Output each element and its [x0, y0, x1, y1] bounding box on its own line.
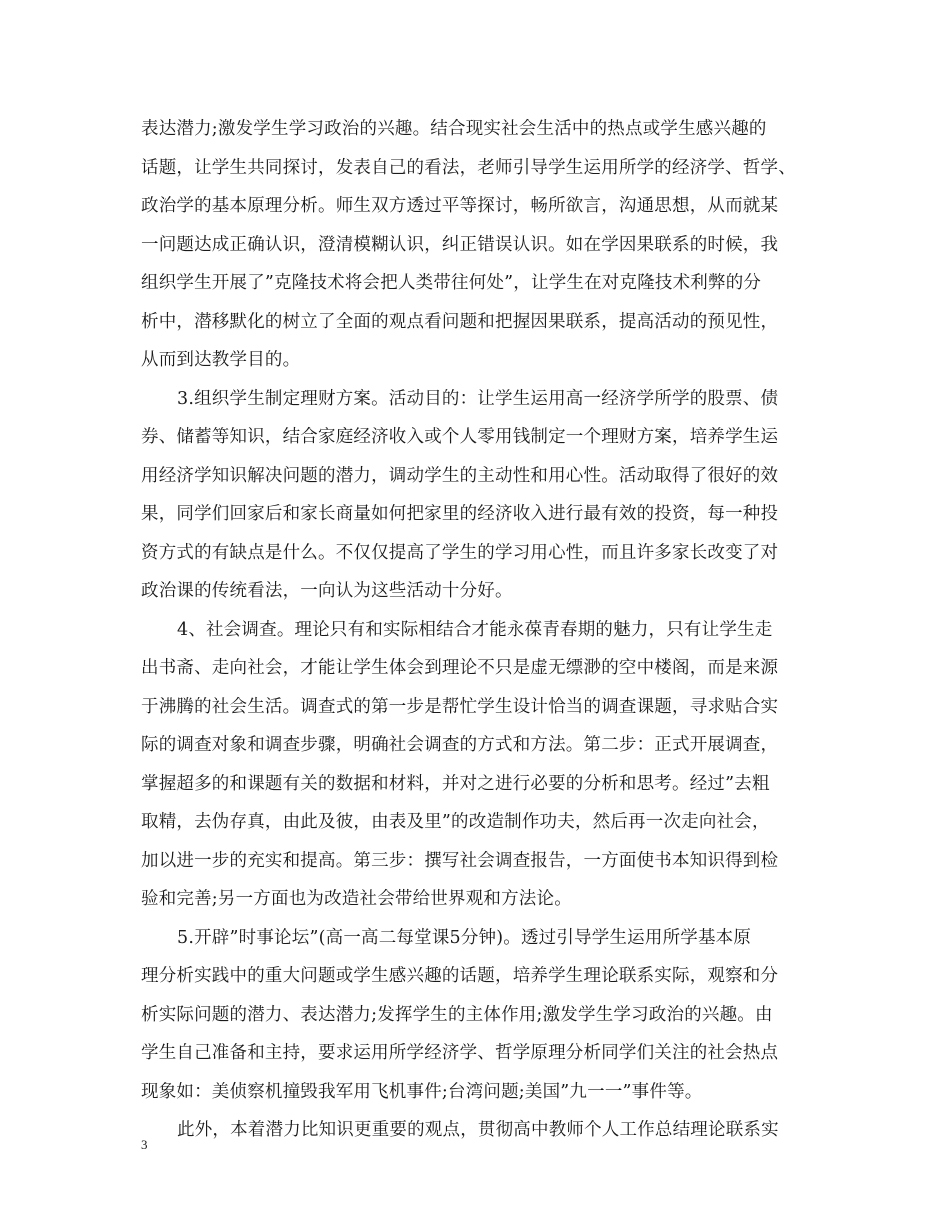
text-line: 3.组织学生制定理财方案。活动目的：让学生运用高一经济学所学的股票、债 — [177, 388, 779, 409]
body-text — [141, 110, 821, 1150]
text-line: 此外，本着潜力比知识更重要的观点，贯彻高中教师个人工作总结理论联系实 — [177, 1120, 779, 1140]
text-line: 5.开辟”时事论坛”(高一高二每堂课5分钟)。透过引导学生运用所学基本原 — [177, 927, 752, 948]
text-line: 表达潜力;激发学生学习政治的兴趣。结合现实社会生活中的热点或学生感兴趣的 — [141, 119, 767, 139]
text-line: 券、储蓄等知识，结合家庭经济收入或个人零用钱制定一个理财方案，培养学生运 — [141, 427, 779, 447]
text-line: 掌握超多的和课题有关的数据和材料，并对之进行必要的分析和思考。经过”去粗 — [141, 773, 770, 794]
text-line: 出书斋、走向社会，才能让学生体会到理论不只是虚无缥渺的空中楼阁，而是来源 — [141, 658, 779, 678]
text-line: 果，同学们回家后和家长商量如何把家里的经济收入进行最有效的投资，每一种投 — [141, 504, 779, 524]
text-line: 析实际问题的潜力、表达潜力;发挥学生的主体作用;激发学生学习政治的兴趣。由 — [141, 1004, 773, 1025]
text-line: 组织学生开展了”克隆技术将会把人类带往何处”，让学生在对克隆技术利弊的分 — [141, 273, 762, 293]
page-number: 3 — [141, 1137, 148, 1152]
text-line: 现象如：美侦察机撞毁我军用飞机事件;台湾问题;美国”九一一”事件等。 — [141, 1081, 703, 1102]
text-line: 验和完善;另一方面也为改造社会带给世界观和方法论。 — [141, 889, 572, 909]
text-line: 用经济学知识解决问题的潜力，调动学生的主动性和用心性。活动取得了很好的效 — [141, 465, 779, 486]
text-line: 一问题达成正确认识，澄清模糊认识，纠正错误认识。如在学因果联系的时候，我 — [141, 234, 779, 255]
text-line: 资方式的有缺点是什么。不仅仅提高了学生的学习用心性，而且许多家长改变了对 — [141, 542, 779, 563]
text-line: 学生自己准备和主持，要求运用所学经济学、哲学原理分析同学们关注的社会热点 — [141, 1043, 779, 1063]
text-line: 政治课的传统看法，一向认为这些活动十分好。 — [141, 581, 513, 601]
text-line: 于沸腾的社会生活。调查式的第一步是帮忙学生设计恰当的调查课题，寻求贴合实 — [141, 696, 779, 717]
text-line: 加以进一步的充实和提高。第三步：撰写社会调查报告，一方面使书本知识得到检 — [141, 850, 779, 871]
text-line: 政治学的基本原理分析。师生双方透过平等探讨，畅所欲言，沟通思想，从而就某 — [141, 196, 779, 216]
text-line: 际的调查对象和调查步骤，明确社会调查的方式和方法。第二步：正式开展调查， — [141, 735, 779, 755]
text-line: 理分析实践中的重大问题或学生感兴趣的话题，培养学生理论联系实际，观察和分 — [141, 966, 779, 986]
text-line: 话题，让学生共同探讨，发表自己的看法，老师引导学生运用所学的经济学、哲学、 — [141, 157, 796, 178]
text-line: 4、社会调查。理论只有和实际相结合才能永葆青春期的魅力，只有让学生走 — [177, 619, 773, 640]
text-line: 取精，去伪存真，由此及彼，由表及里”的改造制作功夫，然后再一次走向社会， — [141, 812, 770, 832]
text-line: 析中，潜移默化的树立了全面的观点看问题和把握因果联系，提高活动的预见性， — [141, 311, 779, 332]
text-line: 从而到达教学目的。 — [141, 350, 301, 370]
